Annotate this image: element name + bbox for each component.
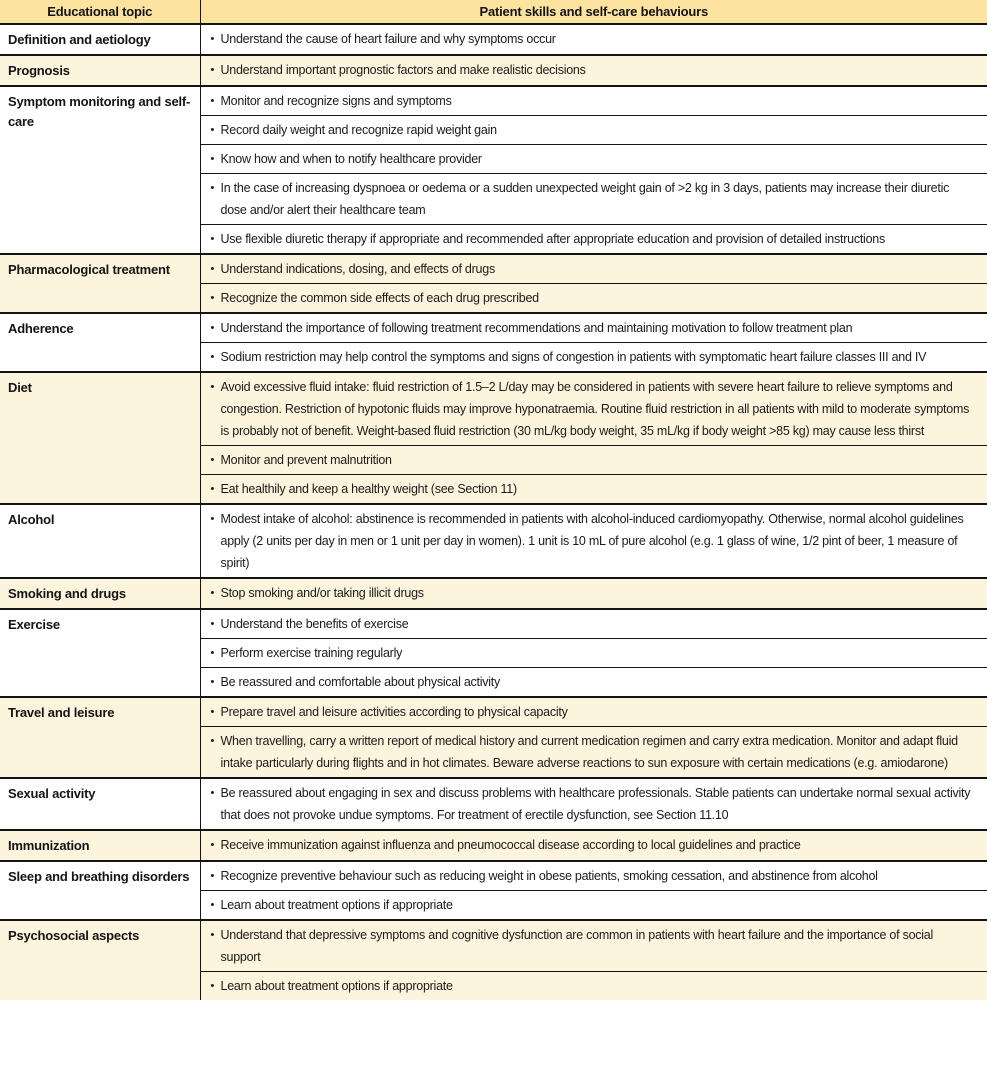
bullet-item (211, 59, 976, 81)
table-row (0, 254, 987, 284)
bullet-icon: • (210, 483, 215, 495)
bullet-text: Modest intake of alcohol: abstinence is recommended in patients with alcohol-induced cardiomyopathy. Otherwise, normal alcohol guidelines apply (2 units per day in men or 1 unit per day in women). 1 unit is 10 mL of pure alcohol (e.g. 1 glass of wine, 1/2 pint of beer, 1 measure of spirit) (220, 512, 964, 570)
topic-cell: Sleep and breathing disorders (0, 861, 200, 920)
bullet-item (211, 613, 976, 635)
topic-cell: Prognosis (0, 55, 200, 86)
table-row (0, 609, 987, 639)
bullet-icon: • (210, 263, 215, 275)
bullet-item (211, 228, 976, 250)
bullet-icon: • (210, 322, 215, 334)
bullet-text: In the case of increasing dyspnoea or oedema or a sudden unexpected weight gain of >2 kg in 3 days, patients may increase their diuretic dose and/or alert their healthcare team (220, 181, 950, 217)
bullet-text: When travelling, carry a written report of medical history and current medication regimen and carry extra medication. Monitor and adapt fluid intake particularly during flights and in hot climates. Beware adverse reactions to sun exposure with certain medications (e.g. amiodarone) (220, 734, 958, 770)
bullet-cell (200, 861, 987, 891)
bullet-icon: • (210, 735, 215, 747)
bullet-item (211, 90, 976, 112)
bullet-item (211, 701, 976, 723)
bullet-icon: • (210, 64, 215, 76)
bullet-text: Monitor and recognize signs and symptoms (220, 94, 452, 108)
bullet-cell (200, 254, 987, 284)
bullet-cell (200, 86, 987, 116)
bullet-text: Sodium restriction may help control the symptoms and signs of congestion in patients with symptomatic heart failure classes III and IV (220, 350, 927, 364)
bullet-cell (200, 145, 987, 174)
bullet-icon: • (210, 182, 215, 194)
column-header-patient-skills: Patient skills and self-care behaviours (200, 0, 987, 24)
bullet-text: Understand the benefits of exercise (220, 617, 409, 631)
bullet-text: Perform exercise training regularly (220, 646, 403, 660)
table-row (0, 830, 987, 861)
bullet-icon: • (210, 839, 215, 851)
bullet-icon: • (210, 513, 215, 525)
bullet-text: Understand important prognostic factors and make realistic decisions (220, 63, 586, 77)
bullet-icon: • (210, 787, 215, 799)
bullet-text: Recognize the common side effects of each drug prescribed (220, 291, 539, 305)
bullet-text: Be reassured and comfortable about physical activity (220, 675, 501, 689)
bullet-text: Be reassured about engaging in sex and discuss problems with healthcare professionals. Stable patients can undertake normal sexual activity that does not provoke undue symptoms. For treatment of erectile dysfunction, see Section 11.10 (220, 786, 971, 822)
bullet-item (211, 287, 976, 309)
bullet-text: Understand the importance of following treatment recommendations and maintaining motivation to follow treatment plan (220, 321, 853, 335)
bullet-cell (200, 972, 987, 1001)
bullet-cell (200, 55, 987, 86)
bullet-item (211, 730, 976, 774)
topic-cell: Adherence (0, 313, 200, 372)
bullet-icon: • (210, 153, 215, 165)
table-row (0, 578, 987, 609)
bullet-text: Receive immunization against influenza and pneumococcal disease according to local guidelines and practice (220, 838, 801, 852)
bullet-cell (200, 284, 987, 314)
table-row (0, 86, 987, 116)
bullet-cell (200, 446, 987, 475)
bullet-cell (200, 668, 987, 698)
bullet-icon: • (210, 870, 215, 882)
topic-cell: Psychosocial aspects (0, 920, 200, 1000)
bullet-text: Understand indications, dosing, and effects of drugs (220, 262, 495, 276)
bullet-icon: • (210, 899, 215, 911)
bullet-icon: • (210, 33, 215, 45)
bullet-icon: • (210, 124, 215, 136)
bullet-cell (200, 830, 987, 861)
bullet-cell (200, 313, 987, 343)
topic-cell: Pharmacological treatment (0, 254, 200, 313)
topic-cell: Alcohol (0, 504, 200, 578)
bullet-text: Eat healthily and keep a healthy weight (see Section 11) (220, 482, 517, 496)
table-row (0, 778, 987, 830)
bullet-item (211, 671, 976, 693)
bullet-cell (200, 475, 987, 505)
bullet-text: Understand that depressive symptoms and cognitive dysfunction are common in patients with heart failure and the importance of social support (220, 928, 934, 964)
bullet-item (211, 642, 976, 664)
topic-cell: Sexual activity (0, 778, 200, 830)
bullet-icon: • (210, 587, 215, 599)
table-row (0, 313, 987, 343)
column-header-educational-topic: Educational topic (0, 0, 200, 24)
table-row (0, 861, 987, 891)
bullet-icon: • (210, 647, 215, 659)
bullet-item (211, 865, 976, 887)
table-row (0, 920, 987, 972)
bullet-text: Know how and when to notify healthcare provider (220, 152, 482, 166)
table-row (0, 24, 987, 55)
table-row (0, 504, 987, 578)
topic-cell: Definition and aetiology (0, 24, 200, 55)
bullet-text: Use flexible diuretic therapy if appropriate and recommended after appropriate education and provision of detailed instructions (220, 232, 885, 246)
bullet-cell (200, 727, 987, 779)
bullet-cell (200, 891, 987, 921)
bullet-text: Prepare travel and leisure activities according to physical capacity (220, 705, 568, 719)
bullet-item (211, 478, 976, 500)
bullet-icon: • (210, 95, 215, 107)
bullet-icon: • (210, 351, 215, 363)
table-row (0, 372, 987, 446)
bullet-cell (200, 343, 987, 373)
bullet-item (211, 834, 976, 856)
bullet-icon: • (210, 292, 215, 304)
bullet-item (211, 924, 976, 968)
bullet-item (211, 317, 976, 339)
bullet-icon: • (210, 980, 215, 992)
bullet-item (211, 119, 976, 141)
bullet-icon: • (210, 454, 215, 466)
bullet-icon: • (210, 233, 215, 245)
bullet-text: Stop smoking and/or taking illicit drugs (220, 586, 424, 600)
topic-cell: Immunization (0, 830, 200, 861)
bullet-cell (200, 116, 987, 145)
table-header-row (0, 0, 987, 24)
bullet-item (211, 975, 976, 997)
topic-cell: Exercise (0, 609, 200, 697)
bullet-cell (200, 639, 987, 668)
topic-cell: Diet (0, 372, 200, 504)
bullet-text: Avoid excessive fluid intake: fluid restriction of 1.5–2 L/day may be considered in patients with severe heart failure to relieve symptoms and congestion. Restriction of hypotonic fluids may improve hyponatraemia. Routine fluid restriction in all patients with mild to moderate symptoms is probably not of benefit. Weight-based fluid restriction (30 mL/kg body weight, 35 mL/kg if body weight >85 kg) may cause less thirst (220, 380, 970, 438)
bullet-item (211, 346, 976, 368)
bullet-icon: • (210, 618, 215, 630)
bullet-text: Learn about treatment options if appropriate (220, 979, 453, 993)
topic-cell: Smoking and drugs (0, 578, 200, 609)
bullet-item (211, 449, 976, 471)
bullet-item (211, 782, 976, 826)
bullet-icon: • (210, 676, 215, 688)
bullet-cell (200, 225, 987, 255)
bullet-cell (200, 609, 987, 639)
bullet-text: Understand the cause of heart failure and why symptoms occur (220, 32, 556, 46)
bullet-cell (200, 504, 987, 578)
bullet-item (211, 258, 976, 280)
bullet-item (211, 28, 976, 50)
bullet-cell (200, 920, 987, 972)
bullet-icon: • (210, 929, 215, 941)
bullet-text: Recognize preventive behaviour such as reducing weight in obese patients, smoking cessation, and abstinence from alcohol (220, 869, 878, 883)
bullet-item (211, 582, 976, 604)
table-row (0, 55, 987, 86)
bullet-item (211, 177, 976, 221)
topic-cell: Symptom monitoring and self-care (0, 86, 200, 254)
topic-cell: Travel and leisure (0, 697, 200, 778)
bullet-cell (200, 578, 987, 609)
bullet-cell (200, 778, 987, 830)
bullet-cell (200, 372, 987, 446)
bullet-cell (200, 174, 987, 225)
bullet-cell (200, 24, 987, 55)
bullet-cell (200, 697, 987, 727)
bullet-item (211, 148, 976, 170)
bullet-text: Learn about treatment options if appropriate (220, 898, 453, 912)
bullet-item (211, 376, 976, 442)
bullet-text: Record daily weight and recognize rapid weight gain (220, 123, 497, 137)
bullet-icon: • (210, 706, 215, 718)
bullet-icon: • (210, 381, 215, 393)
bullet-item (211, 508, 976, 574)
bullet-item (211, 894, 976, 916)
bullet-text: Monitor and prevent malnutrition (220, 453, 392, 467)
table-row (0, 697, 987, 727)
